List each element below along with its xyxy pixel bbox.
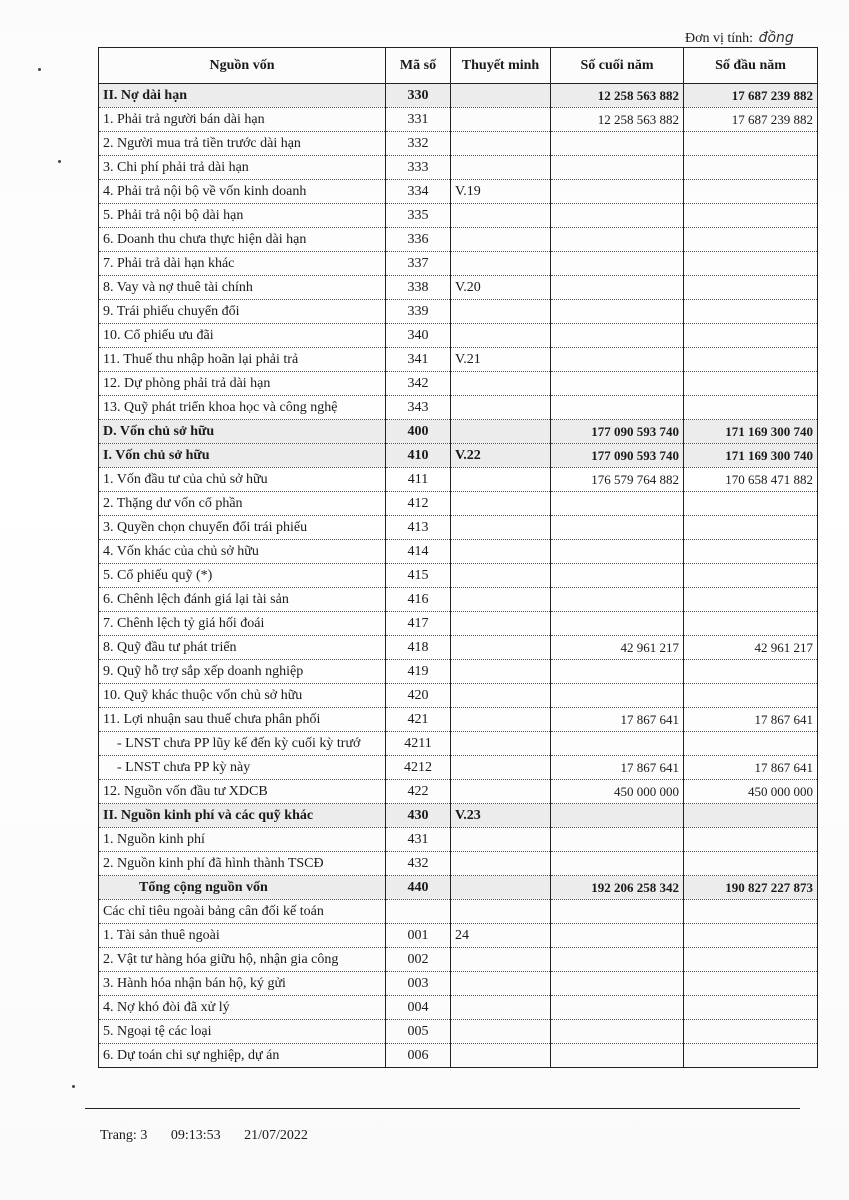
row-code: 006	[386, 1044, 451, 1068]
row-code: 431	[386, 828, 451, 852]
row-end-year-value	[551, 564, 684, 588]
row-note	[451, 300, 551, 324]
table-row	[99, 324, 818, 348]
table-row	[99, 108, 818, 132]
row-note	[451, 636, 551, 660]
row-note	[451, 492, 551, 516]
table-row	[99, 852, 818, 876]
table-row	[99, 84, 818, 108]
table-row	[99, 900, 818, 924]
balance-sheet-table	[98, 47, 818, 1068]
row-name: 11. Lợi nhuận sau thuế chưa phân phối	[99, 708, 386, 732]
row-name: 6. Doanh thu chưa thực hiện dài hạn	[99, 228, 386, 252]
row-note: V.23	[451, 804, 551, 828]
row-name: 5. Phải trả nội bộ dài hạn	[99, 204, 386, 228]
row-code: 331	[386, 108, 451, 132]
row-begin-year-value	[684, 348, 818, 372]
row-begin-year-value	[684, 540, 818, 564]
row-begin-year-value	[684, 564, 818, 588]
table-row	[99, 180, 818, 204]
row-begin-year-value	[684, 204, 818, 228]
row-end-year-value: 176 579 764 882	[551, 468, 684, 492]
row-note	[451, 660, 551, 684]
row-end-year-value	[551, 492, 684, 516]
row-code: 342	[386, 372, 451, 396]
row-end-year-value: 177 090 593 740	[551, 444, 684, 468]
row-code: 411	[386, 468, 451, 492]
row-note: 24	[451, 924, 551, 948]
row-end-year-value	[551, 948, 684, 972]
row-code: 332	[386, 132, 451, 156]
table-row	[99, 300, 818, 324]
row-name: 11. Thuế thu nhập hoãn lại phải trả	[99, 348, 386, 372]
row-code: 002	[386, 948, 451, 972]
row-note	[451, 564, 551, 588]
table-row	[99, 636, 818, 660]
table-row	[99, 276, 818, 300]
col-header-code: Mã số	[386, 48, 451, 84]
row-begin-year-value: 190 827 227 873	[684, 876, 818, 900]
row-code: 412	[386, 492, 451, 516]
table-row	[99, 828, 818, 852]
table-row	[99, 876, 818, 900]
row-begin-year-value	[684, 132, 818, 156]
row-name: 4. Nợ khó đòi đã xử lý	[99, 996, 386, 1020]
row-name: II. Nguồn kinh phí và các quỹ khác	[99, 804, 386, 828]
table-header-row	[99, 48, 818, 84]
row-note	[451, 828, 551, 852]
row-begin-year-value	[684, 660, 818, 684]
row-note	[451, 756, 551, 780]
row-name: 6. Chênh lệch đánh giá lại tài sản	[99, 588, 386, 612]
table-row	[99, 420, 818, 444]
row-code: 4212	[386, 756, 451, 780]
row-code: 337	[386, 252, 451, 276]
row-name: 2. Vật tư hàng hóa giữu hộ, nhận gia công	[99, 948, 386, 972]
row-begin-year-value	[684, 276, 818, 300]
row-name: 1. Vốn đầu tư của chủ sở hữu	[99, 468, 386, 492]
row-note	[451, 588, 551, 612]
row-code: 440	[386, 876, 451, 900]
row-end-year-value	[551, 612, 684, 636]
row-code: 418	[386, 636, 451, 660]
row-name: 8. Quỹ đầu tư phát triển	[99, 636, 386, 660]
row-name: 3. Chi phí phải trả dài hạn	[99, 156, 386, 180]
row-name: 3. Quyền chọn chuyển đổi trái phiếu	[99, 516, 386, 540]
row-name: 9. Quỹ hỗ trợ sắp xếp doanh nghiệp	[99, 660, 386, 684]
row-end-year-value	[551, 588, 684, 612]
row-name: II. Nợ dài hạn	[99, 84, 386, 108]
row-code: 340	[386, 324, 451, 348]
scan-speck	[58, 160, 61, 163]
row-begin-year-value	[684, 228, 818, 252]
unit-label-text: Đơn vị tính:	[685, 31, 757, 46]
table-row	[99, 468, 818, 492]
table-row	[99, 516, 818, 540]
row-end-year-value	[551, 276, 684, 300]
table-row	[99, 396, 818, 420]
row-code: 339	[386, 300, 451, 324]
col-header-begin-year: Số đầu năm	[684, 48, 818, 84]
row-end-year-value	[551, 540, 684, 564]
row-note: V.19	[451, 180, 551, 204]
row-end-year-value: 450 000 000	[551, 780, 684, 804]
row-code: 005	[386, 1020, 451, 1044]
table-row	[99, 564, 818, 588]
row-end-year-value	[551, 996, 684, 1020]
row-begin-year-value: 17 687 239 882	[684, 84, 818, 108]
row-note	[451, 540, 551, 564]
table-row	[99, 1020, 818, 1044]
row-begin-year-value	[684, 972, 818, 996]
row-note	[451, 1020, 551, 1044]
row-begin-year-value	[684, 156, 818, 180]
row-note	[451, 876, 551, 900]
row-code: 336	[386, 228, 451, 252]
row-begin-year-value: 170 658 471 882	[684, 468, 818, 492]
row-end-year-value	[551, 1044, 684, 1068]
print-time: 09:13:53	[170, 1128, 221, 1143]
row-code: 330	[386, 84, 451, 108]
row-note	[451, 252, 551, 276]
row-name: - LNST chưa PP lũy kế đến kỳ cuối kỳ trướ	[99, 732, 386, 756]
row-begin-year-value	[684, 180, 818, 204]
row-end-year-value	[551, 804, 684, 828]
row-end-year-value: 12 258 563 882	[551, 84, 684, 108]
row-code: 334	[386, 180, 451, 204]
row-code: 416	[386, 588, 451, 612]
row-code: 003	[386, 972, 451, 996]
row-begin-year-value: 17 687 239 882	[684, 108, 818, 132]
row-end-year-value	[551, 1020, 684, 1044]
row-end-year-value	[551, 516, 684, 540]
row-end-year-value	[551, 204, 684, 228]
row-note	[451, 204, 551, 228]
row-begin-year-value	[684, 612, 818, 636]
row-end-year-value	[551, 300, 684, 324]
row-note	[451, 996, 551, 1020]
row-name: 10. Cổ phiếu ưu đãi	[99, 324, 386, 348]
row-begin-year-value	[684, 732, 818, 756]
row-begin-year-value	[684, 372, 818, 396]
row-note: V.22	[451, 444, 551, 468]
row-begin-year-value	[684, 996, 818, 1020]
row-begin-year-value: 171 169 300 740	[684, 444, 818, 468]
row-note	[451, 684, 551, 708]
row-end-year-value	[551, 828, 684, 852]
row-note	[451, 372, 551, 396]
row-begin-year-value	[684, 588, 818, 612]
row-end-year-value	[551, 660, 684, 684]
table-row	[99, 228, 818, 252]
col-header-end-year: Số cuối năm	[551, 48, 684, 84]
row-begin-year-value	[684, 252, 818, 276]
row-begin-year-value	[684, 1020, 818, 1044]
row-note	[451, 468, 551, 492]
row-begin-year-value	[684, 924, 818, 948]
row-code: 413	[386, 516, 451, 540]
row-note	[451, 948, 551, 972]
row-begin-year-value: 17 867 641	[684, 708, 818, 732]
row-begin-year-value	[684, 396, 818, 420]
row-name: 5. Cổ phiếu quỹ (*)	[99, 564, 386, 588]
row-name: 9. Trái phiếu chuyển đổi	[99, 300, 386, 324]
row-name: - LNST chưa PP kỳ này	[99, 756, 386, 780]
table-row	[99, 660, 818, 684]
row-code	[386, 900, 451, 924]
row-name: 6. Dự toán chi sự nghiệp, dự án	[99, 1044, 386, 1068]
table-body	[99, 84, 818, 1068]
row-begin-year-value	[684, 804, 818, 828]
row-note	[451, 396, 551, 420]
row-end-year-value	[551, 372, 684, 396]
row-note	[451, 708, 551, 732]
table-row	[99, 924, 818, 948]
row-name: 12. Dự phòng phải trả dài hạn	[99, 372, 386, 396]
row-begin-year-value	[684, 828, 818, 852]
row-begin-year-value	[684, 324, 818, 348]
table-row	[99, 612, 818, 636]
row-note: V.20	[451, 276, 551, 300]
row-name: 5. Ngoại tệ các loại	[99, 1020, 386, 1044]
row-end-year-value	[551, 684, 684, 708]
row-note	[451, 84, 551, 108]
row-note	[451, 852, 551, 876]
row-code: 432	[386, 852, 451, 876]
row-begin-year-value	[684, 516, 818, 540]
row-code: 414	[386, 540, 451, 564]
row-name: D. Vốn chủ sở hữu	[99, 420, 386, 444]
row-end-year-value: 42 961 217	[551, 636, 684, 660]
row-end-year-value	[551, 156, 684, 180]
row-code: 400	[386, 420, 451, 444]
table-row	[99, 540, 818, 564]
row-note	[451, 1044, 551, 1068]
row-code: 415	[386, 564, 451, 588]
row-end-year-value: 17 867 641	[551, 756, 684, 780]
row-code: 343	[386, 396, 451, 420]
row-begin-year-value	[684, 300, 818, 324]
row-end-year-value	[551, 900, 684, 924]
row-name: 1. Nguồn kinh phí	[99, 828, 386, 852]
table-row	[99, 684, 818, 708]
row-note	[451, 228, 551, 252]
row-name: 8. Vay và nợ thuê tài chính	[99, 276, 386, 300]
row-end-year-value: 17 867 641	[551, 708, 684, 732]
row-code: 422	[386, 780, 451, 804]
row-note	[451, 612, 551, 636]
row-name: 2. Nguồn kinh phí đã hình thành TSCĐ	[99, 852, 386, 876]
row-end-year-value	[551, 180, 684, 204]
row-name: 13. Quỹ phát triển khoa học và công nghệ	[99, 396, 386, 420]
row-code: 421	[386, 708, 451, 732]
row-code: 001	[386, 924, 451, 948]
row-end-year-value	[551, 732, 684, 756]
row-begin-year-value	[684, 948, 818, 972]
row-name: I. Vốn chủ sở hữu	[99, 444, 386, 468]
row-end-year-value	[551, 396, 684, 420]
scan-speck	[38, 68, 41, 71]
row-name: 4. Phải trả nội bộ về vốn kinh doanh	[99, 180, 386, 204]
table-row	[99, 348, 818, 372]
table-row	[99, 996, 818, 1020]
table-row	[99, 756, 818, 780]
row-end-year-value	[551, 852, 684, 876]
row-name: Các chỉ tiêu ngoài bảng cân đối kế toán	[99, 900, 386, 924]
row-code: 335	[386, 204, 451, 228]
row-code: 410	[386, 444, 451, 468]
unit-label	[685, 30, 794, 47]
row-name: 4. Vốn khác của chủ sở hữu	[99, 540, 386, 564]
unit-handwritten: đồng	[758, 30, 794, 46]
row-begin-year-value: 42 961 217	[684, 636, 818, 660]
row-name: 12. Nguồn vốn đầu tư XDCB	[99, 780, 386, 804]
row-code: 419	[386, 660, 451, 684]
row-code: 417	[386, 612, 451, 636]
row-name: 3. Hành hóa nhận bán hộ, ký gửi	[99, 972, 386, 996]
table-row	[99, 804, 818, 828]
table-row	[99, 444, 818, 468]
row-name: 7. Chênh lệch tỷ giá hối đoái	[99, 612, 386, 636]
row-begin-year-value	[684, 684, 818, 708]
row-name: 7. Phải trả dài hạn khác	[99, 252, 386, 276]
row-begin-year-value: 450 000 000	[684, 780, 818, 804]
row-code: 338	[386, 276, 451, 300]
row-begin-year-value	[684, 1044, 818, 1068]
table-row	[99, 588, 818, 612]
row-note	[451, 132, 551, 156]
row-note	[451, 780, 551, 804]
row-end-year-value	[551, 972, 684, 996]
table-row	[99, 708, 818, 732]
row-end-year-value	[551, 228, 684, 252]
row-note	[451, 420, 551, 444]
table-row	[99, 732, 818, 756]
row-name: 1. Tài sản thuê ngoài	[99, 924, 386, 948]
row-begin-year-value	[684, 900, 818, 924]
row-note	[451, 516, 551, 540]
row-end-year-value: 192 206 258 342	[551, 876, 684, 900]
row-begin-year-value	[684, 852, 818, 876]
table-row	[99, 156, 818, 180]
row-note: V.21	[451, 348, 551, 372]
table-row	[99, 372, 818, 396]
print-date: 21/07/2022	[244, 1128, 308, 1143]
page-number: Trang: 3	[100, 1128, 148, 1143]
footer	[100, 1128, 328, 1144]
table-row	[99, 780, 818, 804]
row-end-year-value: 177 090 593 740	[551, 420, 684, 444]
row-code: 341	[386, 348, 451, 372]
row-end-year-value	[551, 252, 684, 276]
row-begin-year-value	[684, 492, 818, 516]
table-row	[99, 204, 818, 228]
row-note	[451, 156, 551, 180]
row-end-year-value	[551, 324, 684, 348]
footer-divider	[85, 1108, 800, 1109]
row-begin-year-value: 17 867 641	[684, 756, 818, 780]
row-end-year-value: 12 258 563 882	[551, 108, 684, 132]
row-end-year-value	[551, 348, 684, 372]
row-end-year-value	[551, 132, 684, 156]
row-code: 420	[386, 684, 451, 708]
row-code: 004	[386, 996, 451, 1020]
row-note	[451, 900, 551, 924]
row-note	[451, 324, 551, 348]
table-row	[99, 492, 818, 516]
row-note	[451, 732, 551, 756]
row-name: 2. Người mua trả tiền trước dài hạn	[99, 132, 386, 156]
row-code: 4211	[386, 732, 451, 756]
col-header-source: Nguồn vốn	[99, 48, 386, 84]
row-note	[451, 972, 551, 996]
row-note	[451, 108, 551, 132]
col-header-note: Thuyết minh	[451, 48, 551, 84]
row-code: 333	[386, 156, 451, 180]
table-row	[99, 1044, 818, 1068]
row-end-year-value	[551, 924, 684, 948]
row-name: 1. Phải trả người bán dài hạn	[99, 108, 386, 132]
row-begin-year-value: 171 169 300 740	[684, 420, 818, 444]
row-name: 2. Thặng dư vốn cổ phần	[99, 492, 386, 516]
table-row	[99, 948, 818, 972]
row-code: 430	[386, 804, 451, 828]
table-row	[99, 972, 818, 996]
row-name: Tổng cộng nguồn vốn	[99, 876, 386, 900]
row-name: 10. Quỹ khác thuộc vốn chủ sở hữu	[99, 684, 386, 708]
table-row	[99, 132, 818, 156]
scan-speck	[72, 1085, 75, 1088]
table-row	[99, 252, 818, 276]
